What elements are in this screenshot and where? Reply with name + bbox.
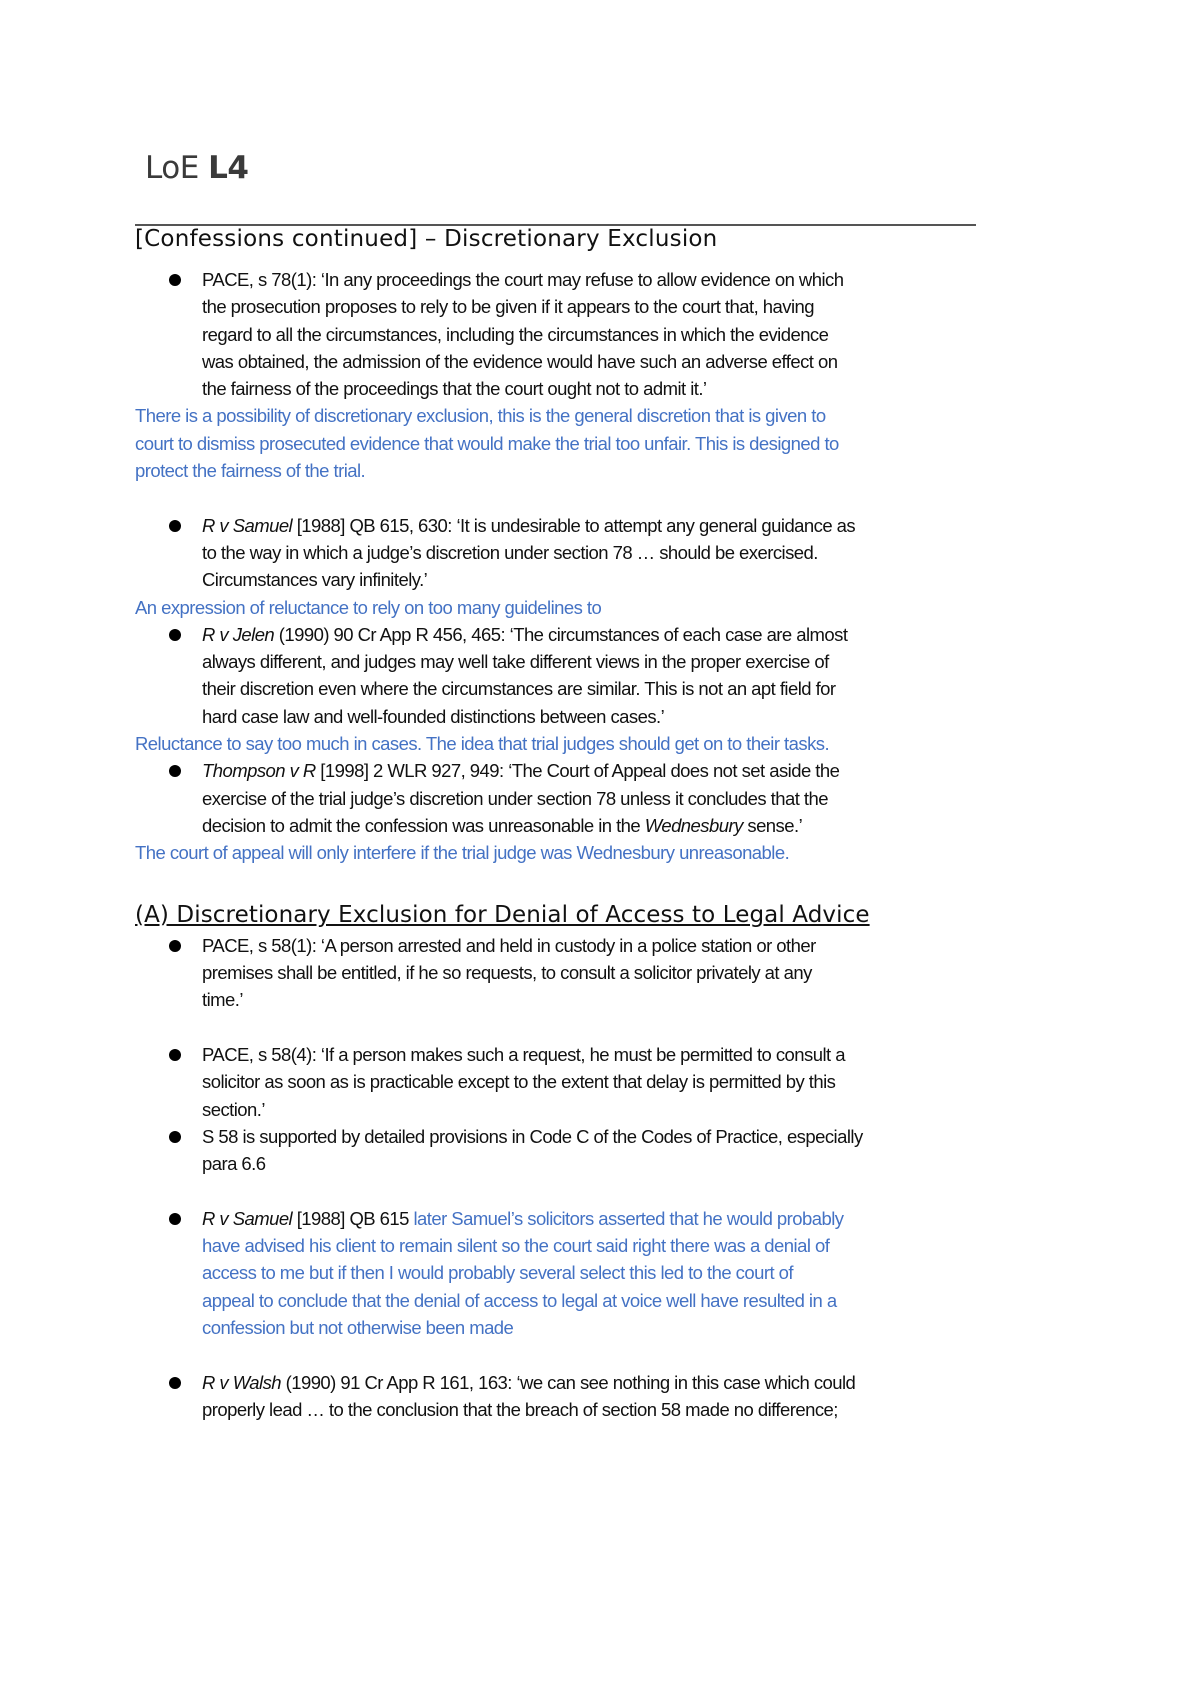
text-run: S 58 is supported by detailed provisions in Code C of the Codes of Practice, especially — [202, 1125, 863, 1147]
text-line — [0, 1068, 1200, 1095]
text-line — [0, 402, 1200, 429]
bullet-item — [0, 1123, 1200, 1178]
text-run: section.’ — [202, 1098, 265, 1120]
text-line — [0, 932, 1200, 959]
bullet-icon — [169, 1131, 181, 1143]
text-line — [0, 594, 1200, 621]
text-run: [1988] QB 615 — [292, 1207, 414, 1229]
text-run: (1990) 90 Cr App R 456, 465: ‘The circumstances of each case are almost — [274, 623, 848, 645]
bullet-item — [0, 932, 1200, 1014]
text-line — [0, 621, 1200, 648]
text-line — [0, 1314, 1200, 1341]
text-line — [0, 1396, 1200, 1423]
blank-line — [0, 867, 1200, 894]
case-name: R v Samuel — [202, 514, 293, 536]
bullet-icon — [169, 940, 181, 952]
text-run: to the way in which a judge’s discretion under section 78 … should be exercised. — [202, 541, 818, 563]
note-paragraph — [0, 594, 1200, 621]
text-run: exercise of the trial judge’s discretion under section 78 unless it concludes that the — [202, 787, 828, 809]
text-line — [0, 1259, 1200, 1286]
text-run: premises shall be entitled, if he so requests, to consult a solicitor privately at any — [202, 962, 812, 984]
text-run: solicitor as soon as is practicable except to the extent that delay is permitted by this — [202, 1071, 836, 1093]
case-name: Thompson v R — [202, 760, 316, 782]
text-line — [0, 512, 1200, 539]
text-line — [0, 1041, 1200, 1068]
text-line — [0, 539, 1200, 566]
case-name: R v Walsh — [202, 1371, 282, 1393]
text-line — [0, 266, 1200, 293]
text-line — [0, 1369, 1200, 1396]
text-run: was obtained, the admission of the evidence would have such an adverse effect on — [202, 350, 838, 372]
text-line — [0, 839, 1200, 866]
case-name: R v Jelen — [202, 623, 275, 645]
blank-line — [0, 1178, 1200, 1205]
text-line — [0, 1287, 1200, 1314]
text-run: the prosecution proposes to rely to be given if it appears to the court that, having — [202, 296, 814, 318]
text-run: properly lead … to the conclusion that the breach of section 58 made no difference; — [202, 1398, 838, 1420]
annotation-text: later Samuel’s solicitors asserted that he would probably — [413, 1207, 844, 1229]
bullet-icon — [169, 1377, 181, 1389]
document-body — [0, 266, 1200, 1423]
bullet-item — [0, 1205, 1200, 1341]
text-line — [0, 1096, 1200, 1123]
text-line — [0, 703, 1200, 730]
text-run: their discretion even where the circumstances are similar. This is not an apt field for — [202, 678, 836, 700]
text-run: Circumstances vary infinitely.’ — [202, 569, 428, 591]
text-run: time.’ — [202, 989, 243, 1011]
bullet-item — [0, 1041, 1200, 1123]
text-line — [0, 1123, 1200, 1150]
blank-line — [0, 1341, 1200, 1368]
text-line — [0, 986, 1200, 1013]
document-title — [145, 150, 248, 186]
text-line — [0, 648, 1200, 675]
text-run: para 6.6 — [202, 1153, 266, 1175]
text-line — [0, 675, 1200, 702]
case-name: Wednesbury — [644, 814, 743, 836]
title-light: LoE — [145, 150, 199, 186]
bullet-icon — [169, 1049, 181, 1061]
text-line — [0, 730, 1200, 757]
text-line — [0, 1205, 1200, 1232]
text-run: PACE, s 58(1): ‘A person arrested and held in custody in a police station or other — [202, 934, 816, 956]
text-run: regard to all the circumstances, including the circumstances in which the evidence — [202, 323, 829, 345]
text-run: hard case law and well-founded distinctions between cases.’ — [202, 705, 665, 727]
bullet-item — [0, 512, 1200, 594]
text-line — [0, 1232, 1200, 1259]
blank-line — [0, 1014, 1200, 1041]
text-line — [0, 757, 1200, 784]
text-line — [0, 375, 1200, 402]
annotation-text: Reluctance to say too much in cases. The idea that trial judges should get on to their tasks. — [135, 733, 830, 755]
annotation-text: There is a possibility of discretionary exclusion, this is the general discretion that is given to — [135, 405, 826, 427]
bullet-icon — [169, 520, 181, 532]
text-line — [0, 566, 1200, 593]
text-line — [0, 812, 1200, 839]
section-heading: [Confessions continued] – Discretionary Exclusion — [135, 226, 718, 252]
bullet-item — [0, 621, 1200, 730]
text-run: decision to admit the confession was unreasonable in the — [202, 814, 645, 836]
text-line — [0, 1150, 1200, 1177]
text-run: sense.’ — [742, 814, 803, 836]
bullet-icon — [169, 629, 181, 641]
annotation-text: have advised his client to remain silent so the court said right there was a denial of — [202, 1235, 830, 1257]
text-line — [0, 321, 1200, 348]
bullet-icon — [169, 1213, 181, 1225]
bullet-item — [0, 266, 1200, 402]
annotation-text: The court of appeal will only interfere if the trial judge was Wednesbury unreasonable. — [135, 842, 790, 864]
text-line — [0, 430, 1200, 457]
text-line — [0, 959, 1200, 986]
text-line — [0, 293, 1200, 320]
annotation-text: An expression of reluctance to rely on too many guidelines to — [135, 596, 602, 618]
bullet-icon — [169, 274, 181, 286]
blank-line — [0, 484, 1200, 511]
text-run: the fairness of the proceedings that the court ought not to admit it.’ — [202, 378, 707, 400]
subsection-heading: (A) Discretionary Exclusion for Denial of Access to Legal Advice — [135, 901, 870, 928]
text-line — [0, 457, 1200, 484]
case-name: R v Samuel — [202, 1207, 293, 1229]
note-paragraph — [0, 402, 1200, 484]
annotation-text: protect the fairness of the trial. — [135, 460, 366, 482]
bullet-item — [0, 1369, 1200, 1424]
annotation-text: court to dismiss prosecuted evidence that would make the trial too unfair. This is designed to — [135, 432, 839, 454]
text-run: always different, and judges may well take different views in the proper exercise of — [202, 651, 829, 673]
bullet-item — [0, 757, 1200, 839]
text-line — [0, 348, 1200, 375]
note-paragraph — [0, 730, 1200, 757]
text-run: (1990) 91 Cr App R 161, 163: ‘we can see nothing in this case which could — [281, 1371, 856, 1393]
text-run: [1998] 2 WLR 927, 949: ‘The Court of Appeal does not set aside the — [315, 760, 840, 782]
title-bold: L4 — [208, 150, 249, 186]
text-run: [1988] QB 615, 630: ‘It is undesirable to attempt any general guidance as — [292, 514, 856, 536]
text-run: PACE, s 58(4): ‘If a person makes such a request, he must be permitted to consult a — [202, 1044, 845, 1066]
text-line — [0, 785, 1200, 812]
annotation-text: appeal to conclude that the denial of access to legal at voice well have resulted in a — [202, 1289, 837, 1311]
annotation-text: access to me but if then I would probably several select this led to the court of — [202, 1262, 793, 1284]
note-paragraph — [0, 839, 1200, 866]
bullet-icon — [169, 765, 181, 777]
text-run: PACE, s 78(1): ‘In any proceedings the court may refuse to allow evidence on which — [202, 269, 844, 290]
annotation-text: confession but not otherwise been made — [202, 1316, 514, 1338]
